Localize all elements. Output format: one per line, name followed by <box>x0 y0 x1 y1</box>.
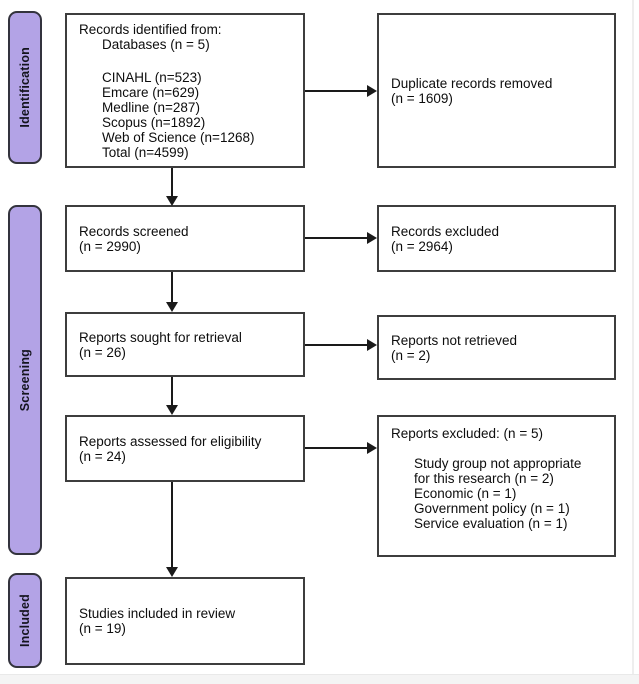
reports-sought-count: (n = 26) <box>79 344 126 360</box>
box-records-excluded <box>377 205 616 272</box>
box-reports-not-retrieved <box>377 315 616 380</box>
exclusion-reason: Government policy (n = 1) <box>414 501 570 516</box>
box-studies-included <box>65 577 305 665</box>
exclusion-reason: Economic (n = 1) <box>414 486 517 501</box>
box-records-identified <box>65 13 305 168</box>
stage-screening <box>8 205 42 555</box>
spacer <box>79 52 297 70</box>
records-screened-line1: Records screened <box>79 223 189 239</box>
records-excluded-line1: Records excluded <box>391 223 500 239</box>
studies-included-line1: Studies included in review <box>79 606 236 621</box>
box-reports-excluded <box>377 415 616 557</box>
records-identified-title: Records identified from: <box>79 22 222 37</box>
stage-identification-label: Identification <box>18 47 32 128</box>
box-duplicate-records-removed <box>377 13 616 168</box>
page-edge-right <box>632 0 634 674</box>
exclusion-reason: Study group not appropriate for this research (n = 2) <box>414 456 582 486</box>
records-screened-count: (n = 2990) <box>79 238 141 254</box>
reports-assessed-line1: Reports assessed for eligibility <box>79 433 262 449</box>
studies-included-count: (n = 19) <box>79 621 126 636</box>
stage-identification <box>8 11 42 164</box>
box-records-screened <box>65 205 305 272</box>
source-item: Medline (n=287) <box>102 100 200 115</box>
records-identified-subtitle: Databases (n = 5) <box>102 37 210 52</box>
records-excluded-count: (n = 2964) <box>391 238 453 254</box>
reports-sought-line1: Reports sought for retrieval <box>79 329 242 345</box>
source-item: Emcare (n=629) <box>102 85 200 100</box>
source-item: Web of Science (n=1268) <box>102 130 255 145</box>
stage-included-label: Included <box>18 594 32 647</box>
box-reports-sought <box>65 312 305 377</box>
duplicates-removed-line1: Duplicate records removed <box>391 75 553 91</box>
stage-included <box>8 573 42 668</box>
spacer <box>391 441 608 456</box>
reports-not-retrieved-line1: Reports not retrieved <box>391 332 518 348</box>
reports-assessed-count: (n = 24) <box>79 448 126 464</box>
box-reports-assessed <box>65 415 305 482</box>
exclusion-reason: Service evaluation (n = 1) <box>414 516 568 531</box>
reports-not-retrieved-count: (n = 2) <box>391 347 431 363</box>
duplicates-removed-count: (n = 1609) <box>391 90 453 106</box>
source-item: Total (n=4599) <box>102 145 189 160</box>
page-edge-bottom <box>0 674 639 684</box>
stage-screening-label: Screening <box>18 348 32 412</box>
reports-excluded-title: Reports excluded: (n = 5) <box>391 426 543 441</box>
source-item: CINAHL (n=523) <box>102 70 202 85</box>
source-item: Scopus (n=1892) <box>102 115 206 130</box>
